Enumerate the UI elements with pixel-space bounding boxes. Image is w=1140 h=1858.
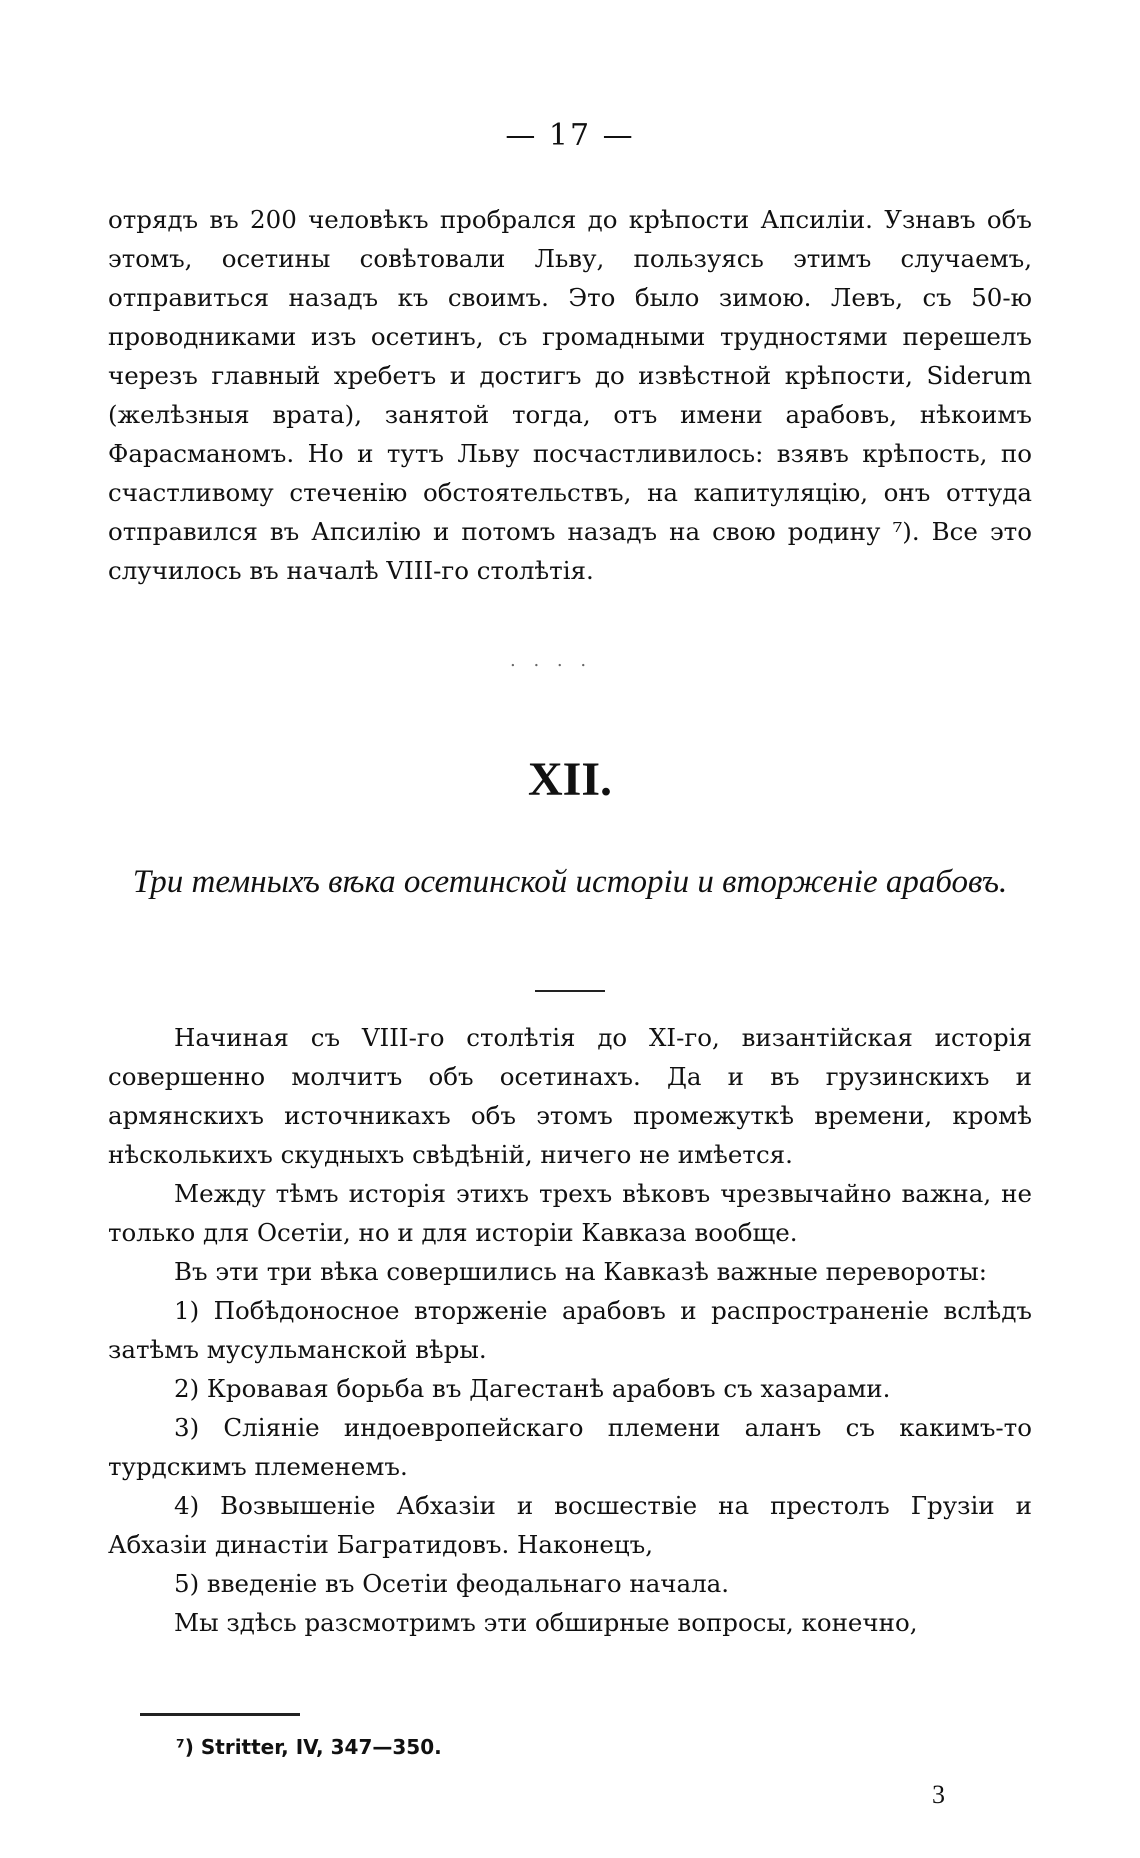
- paragraph: Начиная съ VIII-го столѣтія до XI-го, византійская исторія совершенно молчитъ объ осетинахъ. Да и въ грузинскихъ и армянскихъ источникахъ объ этомъ промежуткѣ времени, кромѣ нѣсколькихъ скудныхъ свѣдѣній, ничего не имѣется.: [108, 1023, 1032, 1169]
- title-divider: [535, 990, 605, 992]
- footnote: ⁷) Stritter, IV, 347—350.: [176, 1735, 442, 1759]
- list-item: 2) Кровавая борьба въ Дагестанѣ арабовъ съ хазарами.: [174, 1374, 891, 1403]
- signature-mark: 3: [932, 1780, 945, 1809]
- list-item: 3) Сліяніе индоевропейскаго племени аланъ съ какимъ-то турдскимъ племенемъ.: [108, 1413, 1032, 1481]
- paragraph: Между тѣмъ исторія этихъ трехъ вѣковъ чрезвычайно важна, не только для Осетіи, но и для исторіи Кавказа вообще.: [108, 1179, 1032, 1247]
- chapter-title: Три темныхъ вѣка осетинской исторіи и вторженіе арабовъ.: [132, 864, 1008, 900]
- paragraph: отрядъ въ 200 человѣкъ пробрался до крѣпости Апсиліи. Узнавъ объ этомъ, осетины совѣтовали Льву, пользуясь этимъ случаемъ, отправиться назадъ къ своимъ. Это было зимою. Левъ, съ 50-ю проводниками изъ осетинъ, съ громадными трудностями перешелъ черезъ главный хребетъ и достигъ до извѣстной крѣпости, Siderum (желѣзныя врата), занятой тогда, отъ имени арабовъ, нѣкоимъ Фарасманомъ. Но и тутъ Льву посчастливилось: взявъ крѣпость, по счастливому стеченію обстоятельствъ, на капитуляцію, онъ оттуда отправился въ Апсилію и потомъ назадъ на свою родину ⁷). Все это случилось въ началѣ VIII-го столѣтія.: [108, 205, 1032, 585]
- paragraph: Мы здѣсь разсмотримъ эти обширные вопросы, конечно,: [174, 1608, 918, 1637]
- paragraph: Въ эти три вѣка совершились на Кавказѣ важные перевороты:: [174, 1257, 987, 1286]
- list-item: 1) Побѣдоносное вторженіе арабовъ и распространеніе вслѣдъ затѣмъ мусульманской вѣры.: [108, 1296, 1032, 1364]
- page-number: — 17 —: [505, 118, 635, 153]
- list-item: 4) Возвышеніе Абхазіи и восшествіе на престолъ Грузіи и Абхазіи династіи Багратидовъ. Наконецъ,: [108, 1491, 1032, 1559]
- chapter-number: XII.: [527, 753, 613, 806]
- chapter-body: [108, 1018, 1032, 1642]
- paragraph-top: [108, 200, 1032, 590]
- list-item: 5) введеніе въ Осетіи феодальнаго начала.: [174, 1569, 730, 1598]
- footnote-divider: [140, 1713, 300, 1716]
- separator-dots: . . . .: [510, 650, 593, 671]
